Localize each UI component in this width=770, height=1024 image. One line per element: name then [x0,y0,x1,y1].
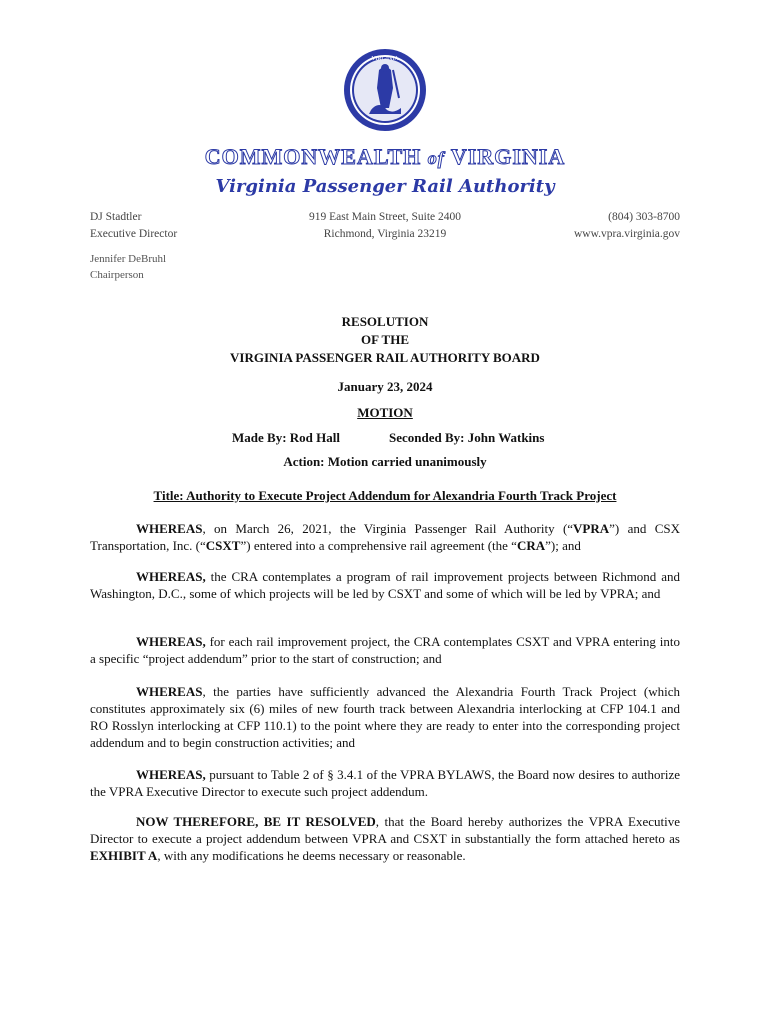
p2-lead: WHEREAS, [136,569,206,584]
resolution-board: VIRGINIA PASSENGER RAIL AUTHORITY BOARD [230,350,540,365]
p6-text-c: , with any modifications he deems necessary or reasonable. [157,848,466,863]
p5-lead: WHEREAS, [136,767,206,782]
contact-block [574,209,680,243]
commonwealth-of: of [427,148,445,168]
action-line: Action: Motion carried unanimously [283,454,487,469]
p1-text-e: ”); and [545,538,581,553]
commonwealth-heading [0,144,770,170]
p1-text-c: ”) and CSX Transportation, Inc. (“ [90,521,680,553]
p1-text-d: ”) entered into a comprehensive rail agreement (the “ [240,538,517,553]
p6-bold-exhibit: EXHIBIT A [90,848,158,863]
commonwealth-state: VIRGINIA [450,144,566,169]
motion-label: MOTION [357,405,413,420]
resolution-heading: RESOLUTION [341,314,429,329]
made-by: Made By: Rod Hall [232,430,340,445]
whereas-paragraph-4 [90,683,680,751]
seal-text: VIRGINIA [371,56,399,62]
p1-text-a: , on March 26, 2021, the Virginia Passenger Rail Authority (“ [202,521,574,536]
p2-text: the CRA contemplates a program of rail improvement projects between Richmond and Washington, D.C., some of which projects will be led by CSXT and some of which will be led by VPRA; and [90,569,680,601]
phone-number: (804) 303-8700 [608,211,680,223]
chair-block [90,251,166,283]
state-seal-icon [343,48,427,132]
resolution-of-the: OF THE [360,332,410,347]
p3-text: for each rail improvement project, the CRA contemplates CSXT and VPRA entering into a specific “project addendum” prior to the start of construction; and [90,634,680,666]
p4-text: , the parties have sufficiently advanced the Alexandria Fourth Track Project (which constitutes approximately six (6) miles of new fourth track between Alexandria interlocking at CFP 104.1 and RO Rosslyn interlocking at CFP 110.1) to the point where they are ready to enter into the corresponding project addendum and to begin construction activities; and [90,684,680,750]
p6-text-a: , that the Board hereby authorizes the VPRA Executive Director to execute a project addendum between VPRA and CSXT in substantially the form attached hereto as [90,814,680,846]
p1-lead: WHEREAS [136,521,203,536]
commonwealth-main: COMMONWEALTH [204,144,422,169]
chair-name: Jennifer DeBruhl [90,253,167,265]
director-name: DJ Stadtler [90,211,142,223]
chair-title: Chairperson [90,269,144,281]
p6-lead: NOW THEREFORE, BE IT RESOLVED [136,814,376,829]
address-line1: 919 East Main Street, Suite 2400 [308,211,462,223]
p5-text: pursuant to Table 2 of § 3.4.1 of the VPRA BYLAWS, the Board now desires to authorize the VPRA Executive Director to execute such project addendum. [90,767,680,799]
p1-bold-cra: CRA [516,538,546,553]
p3-lead: WHEREAS, [136,634,206,649]
resolved-paragraph [90,813,680,864]
director-title: Executive Director [90,228,178,240]
whereas-paragraph-3 [90,633,680,667]
resolution-date: January 23, 2024 [337,379,433,394]
document-title: Title: Authority to Execute Project Addendum for Alexandria Fourth Track Project [153,488,617,503]
p1-bold-vpra: VPRA [573,521,610,536]
p1-bold-csxt: CSXT [205,538,241,553]
website-link[interactable]: www.vpra.virginia.gov [573,228,680,240]
whereas-paragraph-5 [90,766,680,800]
address-line2: Richmond, Virginia 23219 [323,228,447,240]
p4-lead: WHEREAS [136,684,203,699]
whereas-paragraph-2 [90,568,680,602]
whereas-paragraph-1 [90,520,680,554]
seconded-by: Seconded By: John Watkins [389,430,545,445]
agency-name: Virginia Passenger Rail Authority [215,176,555,197]
